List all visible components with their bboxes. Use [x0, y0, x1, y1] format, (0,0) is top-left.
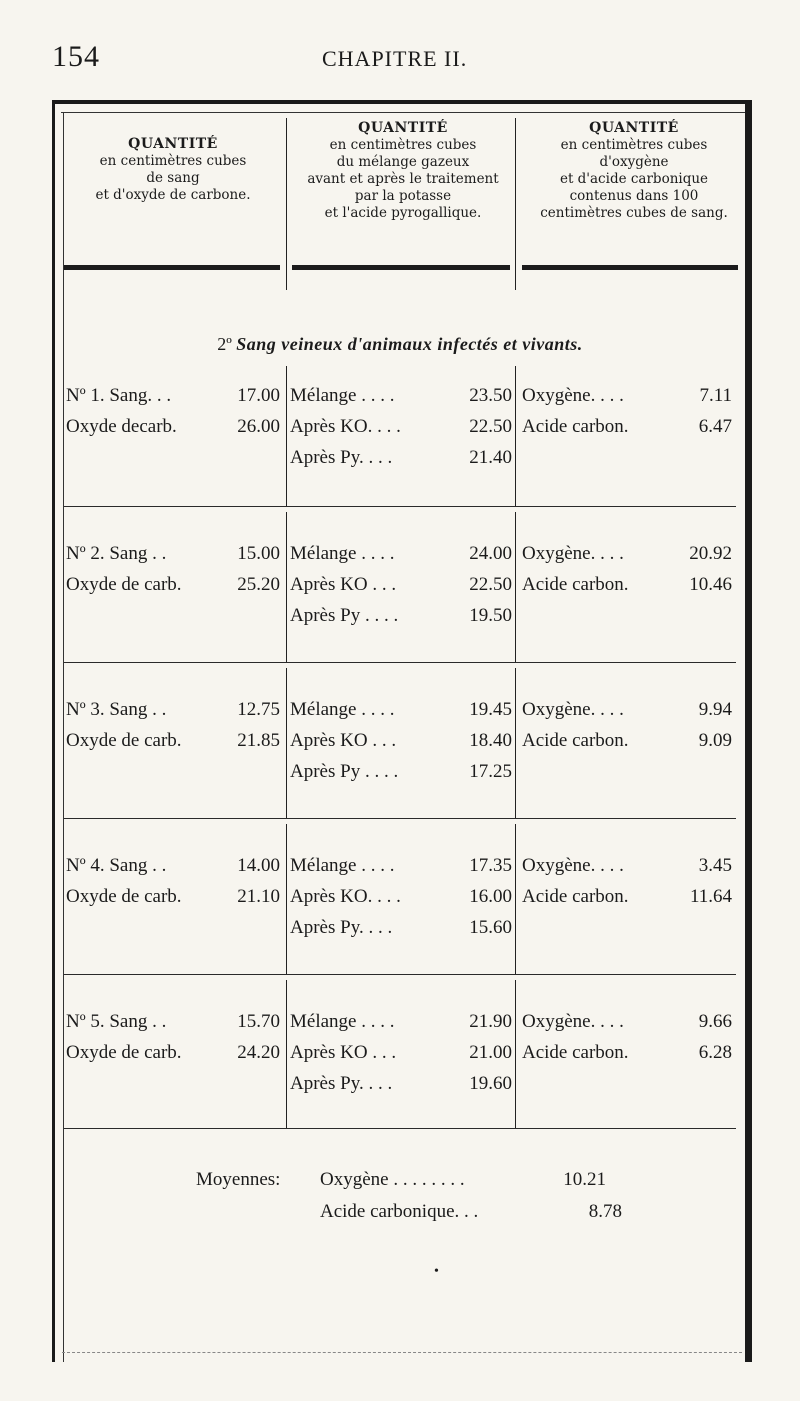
chapter-title: CHAPITRE II.	[322, 46, 468, 71]
section-title-text: Sang veineux d'animaux infectés et vivants.	[236, 334, 583, 354]
cell-label: Acide carbon.	[522, 886, 629, 907]
cell-value: 7.11	[699, 385, 732, 406]
cell-label: Après KO. . . .	[290, 416, 401, 437]
row-separator	[64, 506, 736, 507]
average-oxygen-value: 10.21	[563, 1169, 606, 1190]
cell-label: Oxyde de carb.	[66, 730, 182, 751]
cell-label: Mélange . . . .	[290, 699, 395, 720]
averages-prefix: Moyennes:	[196, 1169, 281, 1190]
table-cell-2	[290, 538, 512, 631]
cell-label: Oxyde decarb.	[66, 416, 177, 437]
cell-label: Après KO . . .	[290, 730, 397, 751]
cell-label: Oxyde de carb.	[66, 574, 182, 595]
cell-label: Oxygène. . . .	[522, 1011, 624, 1032]
cell-line	[66, 569, 280, 600]
cell-value: 9.09	[698, 730, 732, 751]
cell-value: 19.60	[469, 1073, 512, 1094]
cell-label: Nº 2. Sang . .	[66, 543, 167, 564]
column-divider-1	[286, 980, 287, 1128]
table-cell-2	[290, 694, 512, 787]
cell-label: Mélange . . . .	[290, 543, 395, 564]
column-header-3: QUANTITÉ en centimètres cubes d'oxygène et d'acide carbonique contenus dans 100 centimètres cubes de sang.	[540, 120, 728, 221]
cell-label: Mélange . . . .	[290, 1011, 395, 1032]
cell-value: 17.00	[237, 385, 280, 406]
cell-value: 15.60	[469, 917, 512, 938]
table-cell-2	[290, 1006, 512, 1099]
cell-line	[66, 538, 280, 569]
cell-line	[66, 725, 280, 756]
column-header-2: QUANTITÉ en centimètres cubes du mélange gazeux avant et après le traitement par la potasse et l'acide pyrogallique.	[307, 120, 499, 221]
row-separator	[64, 662, 736, 663]
average-carbonic-value: 8.78	[588, 1201, 622, 1222]
cell-line	[66, 380, 280, 411]
cell-label: Oxygène. . . .	[522, 699, 624, 720]
cell-label: Après Py . . . .	[290, 605, 399, 626]
cell-value: 24.20	[237, 1042, 280, 1063]
table-cell-2	[290, 380, 512, 473]
cell-line	[290, 694, 512, 725]
cell-line	[522, 380, 732, 411]
cell-value: 22.50	[469, 416, 512, 437]
cell-value: 21.85	[237, 730, 280, 751]
averages	[196, 1164, 622, 1228]
cell-value: 10.46	[689, 574, 732, 595]
cell-label: Oxygène. . . .	[522, 543, 624, 564]
cell-line	[290, 912, 512, 943]
column-divider-2	[515, 366, 516, 506]
cell-line	[522, 538, 732, 569]
cell-value: 16.00	[469, 886, 512, 907]
cell-label: Nº 5. Sang . .	[66, 1011, 167, 1032]
cell-label: Après KO. . . .	[290, 886, 401, 907]
table-header	[62, 114, 746, 274]
section-number: 2º	[217, 334, 232, 354]
cell-value: 3.45	[698, 855, 732, 876]
row-separator	[64, 974, 736, 975]
section-title	[60, 334, 740, 355]
cell-line	[66, 881, 280, 912]
header-rule-2	[292, 265, 510, 270]
cell-value: 9.94	[698, 699, 732, 720]
table-cell-1	[66, 694, 280, 756]
cell-line	[290, 600, 512, 631]
cell-label: Nº 1. Sang. . .	[66, 385, 172, 406]
header-divider-2	[515, 118, 516, 290]
table-cell-2	[290, 850, 512, 943]
column-divider-2	[515, 668, 516, 818]
cell-label: Après KO . . .	[290, 574, 397, 595]
cell-line	[290, 881, 512, 912]
cell-label: Oxyde de carb.	[66, 1042, 182, 1063]
cell-value: 9.66	[698, 1011, 732, 1032]
row-separator	[64, 818, 736, 819]
cell-value: 17.25	[469, 761, 512, 782]
cell-value: 26.00	[237, 416, 280, 437]
table-cell-1	[66, 380, 280, 442]
cell-line	[522, 1037, 732, 1068]
cell-label: Après Py . . . .	[290, 761, 399, 782]
cell-label: Nº 4. Sang . .	[66, 855, 167, 876]
cell-label: Oxyde de carb.	[66, 886, 182, 907]
cell-line	[522, 1006, 732, 1037]
table-cell-3	[522, 1006, 732, 1068]
cell-value: 6.28	[698, 1042, 732, 1063]
average-oxygen-label: Oxygène . . . . . . . .	[320, 1169, 465, 1190]
cell-line	[66, 411, 280, 442]
cell-value: 15.70	[237, 1011, 280, 1032]
column-divider-1	[286, 668, 287, 818]
cell-line	[290, 850, 512, 881]
cell-value: 17.35	[469, 855, 512, 876]
cell-line	[290, 1068, 512, 1099]
cell-label: Nº 3. Sang . .	[66, 699, 167, 720]
cell-line	[290, 569, 512, 600]
cell-label: Après Py. . . .	[290, 1073, 393, 1094]
column-divider-2	[515, 824, 516, 974]
average-carbonic-label: Acide carbonique. . .	[320, 1201, 479, 1222]
frame-inner-top-rule	[61, 112, 745, 113]
cell-value: 20.92	[689, 543, 732, 564]
cell-line	[522, 411, 732, 442]
cell-line	[522, 725, 732, 756]
cell-line	[290, 756, 512, 787]
cell-value: 19.50	[469, 605, 512, 626]
cell-label: Acide carbon.	[522, 574, 629, 595]
cell-line	[522, 850, 732, 881]
cell-value: 21.10	[237, 886, 280, 907]
cell-value: 21.40	[469, 447, 512, 468]
cell-line	[522, 569, 732, 600]
header-rule-1	[64, 265, 280, 270]
table-cell-1	[66, 850, 280, 912]
cell-value: 24.00	[469, 543, 512, 564]
cell-label: Après Py. . . .	[290, 917, 393, 938]
table-cell-3	[522, 694, 732, 756]
cell-value: 11.64	[689, 886, 732, 907]
table-cell-3	[522, 850, 732, 912]
cell-label: Après Py. . . .	[290, 447, 393, 468]
table-cell-3	[522, 538, 732, 600]
header-rule-3	[522, 265, 738, 270]
cell-line	[66, 850, 280, 881]
cell-line	[66, 694, 280, 725]
table-cell-1	[66, 538, 280, 600]
page-number: 154	[52, 40, 100, 73]
cell-label: Acide carbon.	[522, 416, 629, 437]
cell-line	[522, 694, 732, 725]
column-divider-2	[515, 512, 516, 662]
row-separator	[64, 1128, 736, 1129]
cell-line	[290, 442, 512, 473]
cell-label: Mélange . . . .	[290, 855, 395, 876]
cell-line	[66, 1006, 280, 1037]
table-cell-3	[522, 380, 732, 442]
cell-value: 14.00	[237, 855, 280, 876]
cell-label: Acide carbon.	[522, 1042, 629, 1063]
cell-line	[290, 538, 512, 569]
cell-label: Acide carbon.	[522, 730, 629, 751]
cell-value: 23.50	[469, 385, 512, 406]
cell-value: 12.75	[237, 699, 280, 720]
cell-line	[290, 411, 512, 442]
cell-label: Mélange . . . .	[290, 385, 395, 406]
header-divider-1	[286, 118, 287, 290]
cell-value: 15.00	[237, 543, 280, 564]
frame-inner-left-rule	[63, 112, 64, 1362]
cell-value: 6.47	[698, 416, 732, 437]
cell-label: Oxygène. . . .	[522, 855, 624, 876]
cell-line	[522, 881, 732, 912]
column-divider-1	[286, 824, 287, 974]
cell-line	[66, 1037, 280, 1068]
column-header-1: QUANTITÉ en centimètres cubes de sang et d'oxyde de carbone.	[95, 136, 251, 203]
cell-line	[290, 1006, 512, 1037]
cell-line	[290, 1037, 512, 1068]
column-divider-1	[286, 512, 287, 662]
cell-line	[290, 380, 512, 411]
cell-value: 19.45	[469, 699, 512, 720]
cell-value: 21.00	[469, 1042, 512, 1063]
printer-mark: •	[434, 1264, 439, 1279]
cell-value: 25.20	[237, 574, 280, 595]
cell-label: Après KO . . .	[290, 1042, 397, 1063]
cell-value: 22.50	[469, 574, 512, 595]
cell-value: 21.90	[469, 1011, 512, 1032]
bottom-rule	[62, 1352, 742, 1353]
cell-label: Oxygène. . . .	[522, 385, 624, 406]
column-divider-1	[286, 366, 287, 506]
cell-value: 18.40	[469, 730, 512, 751]
cell-line	[290, 725, 512, 756]
column-divider-2	[515, 980, 516, 1128]
table-cell-1	[66, 1006, 280, 1068]
